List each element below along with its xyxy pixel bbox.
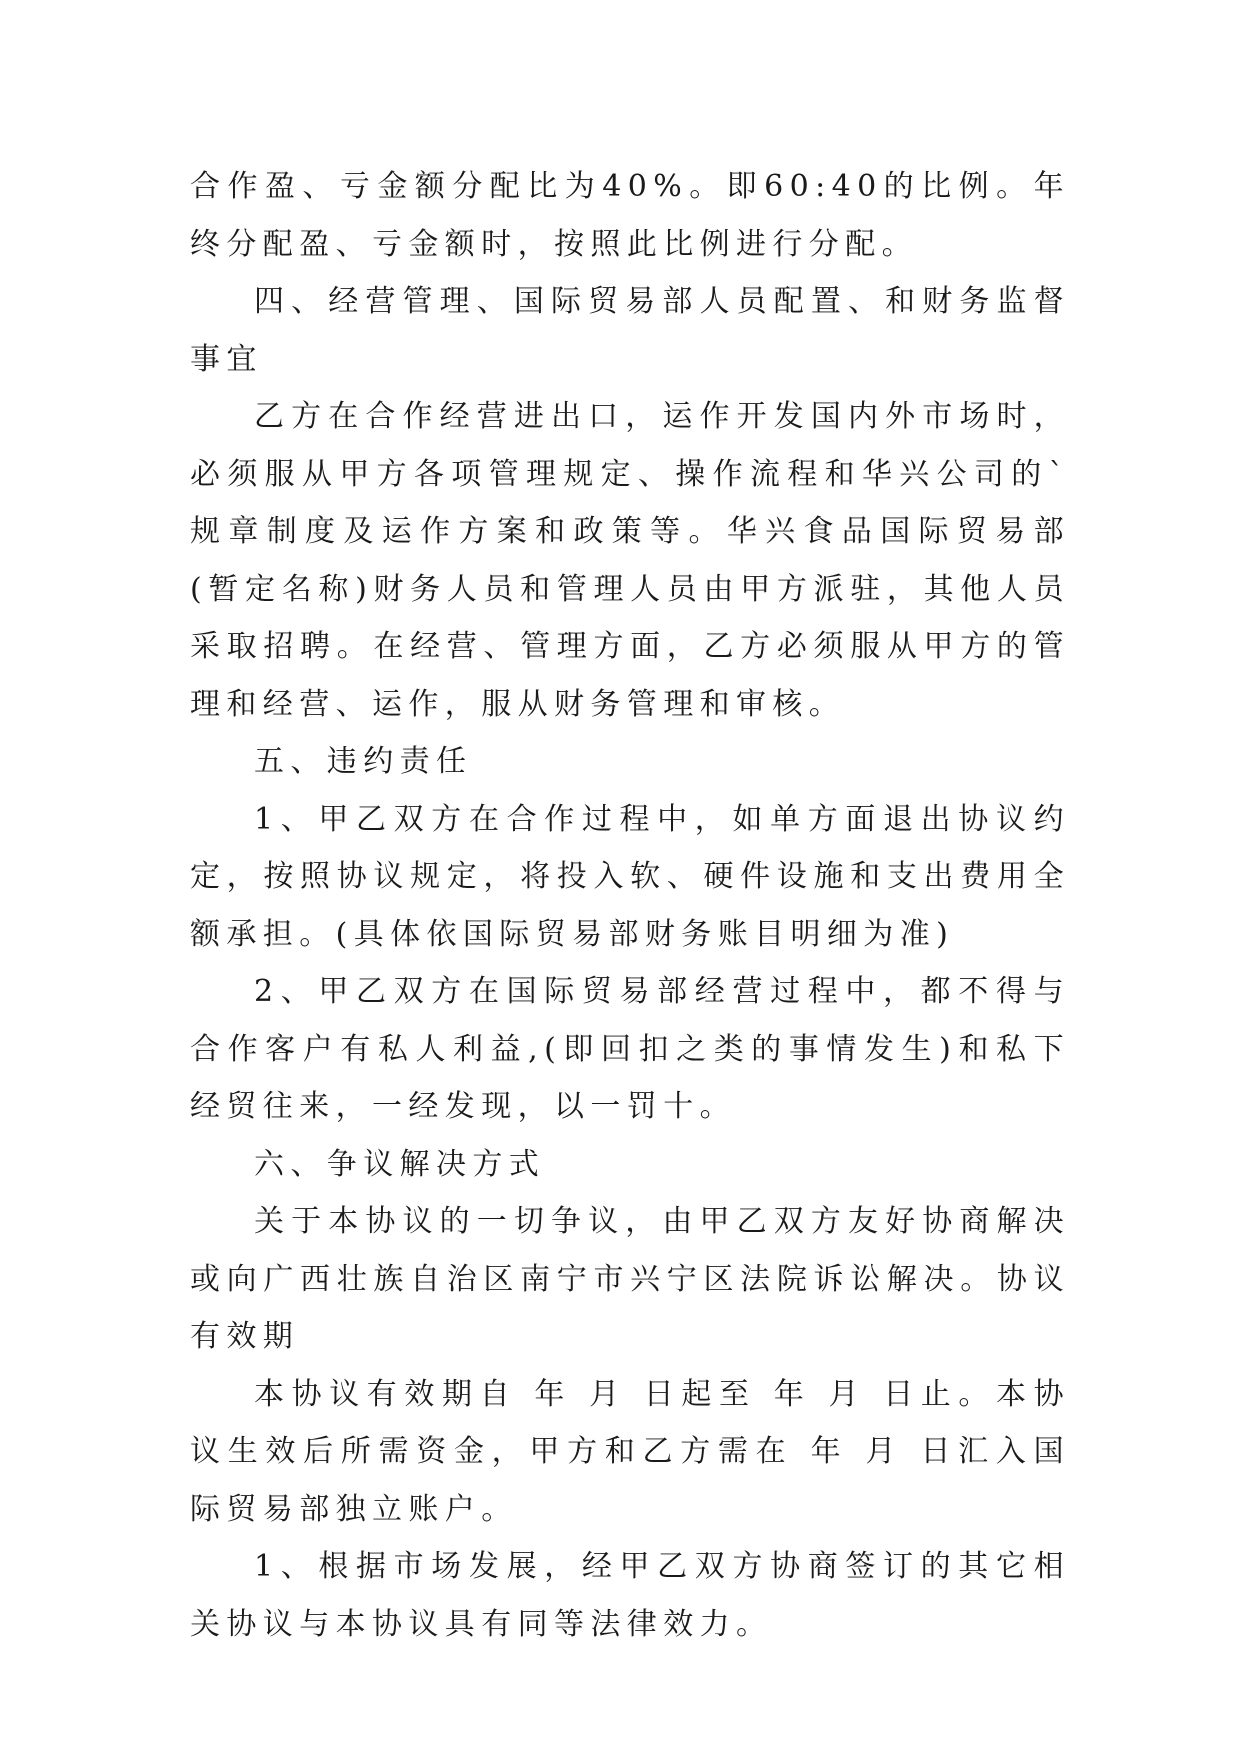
- paragraph-liability-2: 2、甲乙双方在国际贸易部经营过程中，都不得与合作客户有私人利益,(即回扣之类的事情发生)和私下经贸往来，一经发现，以一罚十。: [190, 974, 1070, 1124]
- paragraph-management: 乙方在合作经营进出口，运作开发国内外市场时，必须服从甲方各项管理规定、操作流程和华兴公司的`规章制度及运作方案和政策等。华兴食品国际贸易部(暂定名称)财务人员和管理人员由甲方派驻，其他人员采取招聘。在经营、管理方面，乙方必须服从甲方的管理和经营、运作，服从财务管理和审核。: [190, 399, 1070, 722]
- paragraph-profit-ratio: 合作盈、亏金额分配比为40%。即60:40的比例。年终分配盈、亏金额时，按照此比例进行分配。: [190, 169, 1070, 262]
- document-body: [190, 158, 1070, 1653]
- paragraph-dispute: 关于本协议的一切争议，由甲乙双方友好协商解决或向广西壮族自治区南宁市兴宁区法院诉讼解决。协议有效期: [190, 1204, 1070, 1354]
- paragraph-liability-1: 1、甲乙双方在合作过程中，如单方面退出协议约定，按照协议规定，将投入软、硬件设施和支出费用全额承担。(具体依国际贸易部财务账目明细为准): [190, 801, 1070, 952]
- heading-section-four: 四、经营管理、国际贸易部人员配置、和财务监督事宜: [190, 284, 1070, 377]
- heading-section-five: 五、违约责任: [254, 744, 473, 779]
- heading-section-six: 六、争议解决方式: [254, 1146, 546, 1182]
- paragraph-validity: 本协议有效期自 年 月 日起至 年 月 日止。本协议生效后所需资金，甲方和乙方需在 年 月 日汇入国际贸易部独立账户。: [190, 1376, 1070, 1527]
- paragraph-other-agreements: 1、根据市场发展，经甲乙双方协商签订的其它相关协议与本协议具有同等法律效力。: [190, 1549, 1070, 1642]
